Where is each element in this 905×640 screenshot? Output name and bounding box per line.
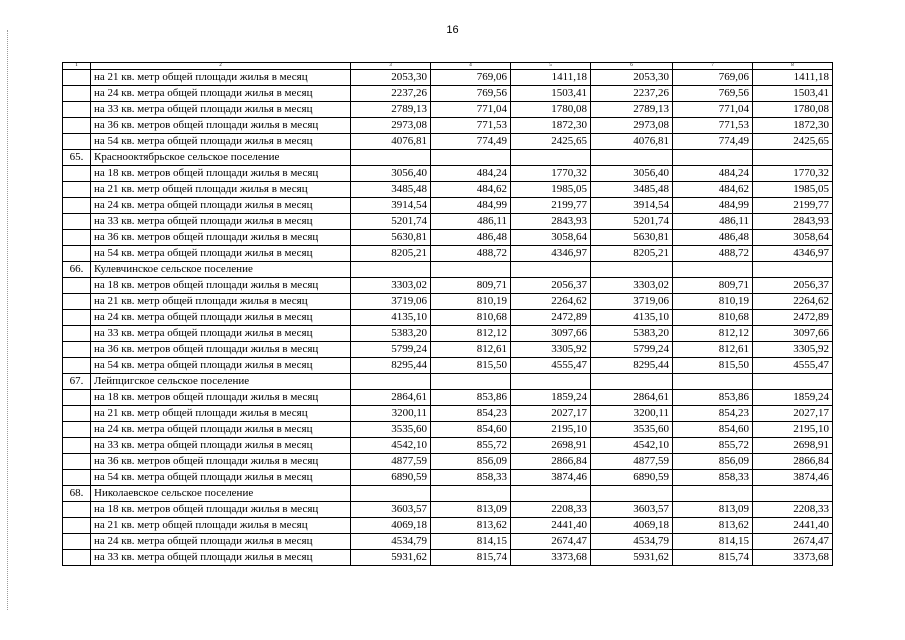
row-number-cell bbox=[63, 534, 91, 550]
section-title: Николаевское сельское поселение bbox=[91, 486, 351, 502]
value-cell: 854,23 bbox=[431, 406, 511, 422]
value-cell: 1770,32 bbox=[511, 166, 591, 182]
binding-edge-line bbox=[7, 30, 8, 610]
value-cell: 4555,47 bbox=[511, 358, 591, 374]
value-cell: 4135,10 bbox=[591, 310, 673, 326]
value-cell: 1503,41 bbox=[753, 86, 833, 102]
row-label: на 36 кв. метров общей площади жилья в месяц bbox=[91, 230, 351, 246]
empty-cell bbox=[591, 150, 673, 166]
section-number: 68. bbox=[63, 486, 91, 502]
row-number-cell bbox=[63, 342, 91, 358]
value-cell: 5799,24 bbox=[591, 342, 673, 358]
empty-cell bbox=[511, 150, 591, 166]
empty-cell bbox=[673, 262, 753, 278]
table-row bbox=[63, 86, 833, 102]
value-cell: 3914,54 bbox=[351, 198, 431, 214]
value-cell: 2425,65 bbox=[753, 134, 833, 150]
table-row bbox=[63, 214, 833, 230]
value-cell: 858,33 bbox=[431, 470, 511, 486]
table-row bbox=[63, 550, 833, 566]
table-row bbox=[63, 326, 833, 342]
value-cell: 2789,13 bbox=[591, 102, 673, 118]
row-number-cell bbox=[63, 502, 91, 518]
value-cell: 3058,64 bbox=[753, 230, 833, 246]
table-row bbox=[63, 406, 833, 422]
table-row bbox=[63, 390, 833, 406]
table-row bbox=[63, 118, 833, 134]
row-label: на 36 кв. метров общей площади жилья в месяц bbox=[91, 118, 351, 134]
value-cell: 3056,40 bbox=[351, 166, 431, 182]
value-cell: 3200,11 bbox=[591, 406, 673, 422]
value-cell: 4555,47 bbox=[753, 358, 833, 374]
row-number-cell bbox=[63, 102, 91, 118]
value-cell: 2053,30 bbox=[351, 70, 431, 86]
section-row bbox=[63, 150, 833, 166]
table-row bbox=[63, 422, 833, 438]
value-cell: 4076,81 bbox=[351, 134, 431, 150]
value-cell: 2973,08 bbox=[351, 118, 431, 134]
value-cell: 854,23 bbox=[673, 406, 753, 422]
row-label: на 33 кв. метра общей площади жилья в месяц bbox=[91, 550, 351, 566]
value-cell: 2441,40 bbox=[753, 518, 833, 534]
value-cell: 2208,33 bbox=[753, 502, 833, 518]
value-cell: 2199,77 bbox=[753, 198, 833, 214]
value-cell: 484,24 bbox=[431, 166, 511, 182]
empty-cell bbox=[591, 486, 673, 502]
value-cell: 812,61 bbox=[673, 342, 753, 358]
row-label: на 24 кв. метра общей площади жилья в месяц bbox=[91, 310, 351, 326]
value-cell: 484,62 bbox=[673, 182, 753, 198]
value-cell: 3603,57 bbox=[591, 502, 673, 518]
row-number-cell bbox=[63, 422, 91, 438]
value-cell: 5383,20 bbox=[591, 326, 673, 342]
value-cell: 2843,93 bbox=[511, 214, 591, 230]
value-cell: 812,12 bbox=[431, 326, 511, 342]
value-cell: 1780,08 bbox=[511, 102, 591, 118]
row-number-cell bbox=[63, 454, 91, 470]
row-number-cell bbox=[63, 310, 91, 326]
row-label: на 24 кв. метра общей площади жилья в месяц bbox=[91, 422, 351, 438]
column-number-cell: 5 bbox=[511, 63, 591, 70]
row-label: на 54 кв. метра общей площади жилья в месяц bbox=[91, 134, 351, 150]
row-number-cell bbox=[63, 438, 91, 454]
value-cell: 2199,77 bbox=[511, 198, 591, 214]
value-cell: 484,99 bbox=[431, 198, 511, 214]
value-cell: 5931,62 bbox=[351, 550, 431, 566]
section-number: 65. bbox=[63, 150, 91, 166]
value-cell: 1859,24 bbox=[511, 390, 591, 406]
row-label: на 21 кв. метр общей площади жилья в месяц bbox=[91, 406, 351, 422]
value-cell: 1985,05 bbox=[753, 182, 833, 198]
value-cell: 814,15 bbox=[431, 534, 511, 550]
column-number-cell: 4 bbox=[431, 63, 511, 70]
value-cell: 488,72 bbox=[431, 246, 511, 262]
row-label: на 54 кв. метра общей площади жилья в месяц bbox=[91, 470, 351, 486]
table-row bbox=[63, 166, 833, 182]
value-cell: 1780,08 bbox=[753, 102, 833, 118]
row-number-cell bbox=[63, 86, 91, 102]
row-number-cell bbox=[63, 294, 91, 310]
section-number: 67. bbox=[63, 374, 91, 390]
value-cell: 810,68 bbox=[431, 310, 511, 326]
value-cell: 812,61 bbox=[431, 342, 511, 358]
value-cell: 813,62 bbox=[673, 518, 753, 534]
value-cell: 3914,54 bbox=[591, 198, 673, 214]
value-cell: 769,06 bbox=[431, 70, 511, 86]
value-cell: 4542,10 bbox=[591, 438, 673, 454]
value-cell: 3058,64 bbox=[511, 230, 591, 246]
row-label: на 21 кв. метр общей площади жилья в месяц bbox=[91, 518, 351, 534]
table-row bbox=[63, 246, 833, 262]
value-cell: 1770,32 bbox=[753, 166, 833, 182]
row-number-cell bbox=[63, 326, 91, 342]
row-label: на 36 кв. метров общей площади жилья в месяц bbox=[91, 342, 351, 358]
row-label: на 18 кв. метров общей площади жилья в месяц bbox=[91, 166, 351, 182]
value-cell: 3373,68 bbox=[511, 550, 591, 566]
row-number-cell bbox=[63, 182, 91, 198]
value-cell: 3056,40 bbox=[591, 166, 673, 182]
empty-cell bbox=[753, 486, 833, 502]
value-cell: 2237,26 bbox=[351, 86, 431, 102]
value-cell: 488,72 bbox=[673, 246, 753, 262]
value-cell: 3200,11 bbox=[351, 406, 431, 422]
table-row bbox=[63, 310, 833, 326]
value-cell: 2789,13 bbox=[351, 102, 431, 118]
table-row bbox=[63, 134, 833, 150]
value-cell: 4542,10 bbox=[351, 438, 431, 454]
row-number-cell bbox=[63, 406, 91, 422]
empty-cell bbox=[431, 374, 511, 390]
value-cell: 4534,79 bbox=[591, 534, 673, 550]
value-cell: 8205,21 bbox=[351, 246, 431, 262]
value-cell: 771,53 bbox=[431, 118, 511, 134]
value-cell: 815,74 bbox=[431, 550, 511, 566]
value-cell: 484,99 bbox=[673, 198, 753, 214]
empty-cell bbox=[591, 374, 673, 390]
value-cell: 4346,97 bbox=[753, 246, 833, 262]
value-cell: 858,33 bbox=[673, 470, 753, 486]
value-cell: 5799,24 bbox=[351, 342, 431, 358]
value-cell: 4135,10 bbox=[351, 310, 431, 326]
section-title: Краснооктябрьское сельское поселение bbox=[91, 150, 351, 166]
row-number-cell bbox=[63, 198, 91, 214]
value-cell: 2973,08 bbox=[591, 118, 673, 134]
value-cell: 813,62 bbox=[431, 518, 511, 534]
section-title: Кулевчинское сельское поселение bbox=[91, 262, 351, 278]
value-cell: 769,06 bbox=[673, 70, 753, 86]
row-number-cell bbox=[63, 134, 91, 150]
value-cell: 2053,30 bbox=[591, 70, 673, 86]
value-cell: 484,62 bbox=[431, 182, 511, 198]
row-label: на 18 кв. метров общей площади жилья в месяц bbox=[91, 278, 351, 294]
value-cell: 1411,18 bbox=[511, 70, 591, 86]
value-cell: 1872,30 bbox=[511, 118, 591, 134]
value-cell: 810,68 bbox=[673, 310, 753, 326]
value-cell: 1859,24 bbox=[753, 390, 833, 406]
value-cell: 3097,66 bbox=[511, 326, 591, 342]
value-cell: 855,72 bbox=[431, 438, 511, 454]
empty-cell bbox=[591, 262, 673, 278]
value-cell: 4069,18 bbox=[351, 518, 431, 534]
row-label: на 33 кв. метра общей площади жилья в месяц bbox=[91, 102, 351, 118]
value-cell: 2698,91 bbox=[511, 438, 591, 454]
value-cell: 2472,89 bbox=[753, 310, 833, 326]
empty-cell bbox=[351, 150, 431, 166]
row-number-cell bbox=[63, 550, 91, 566]
row-label: на 21 кв. метр общей площади жилья в месяц bbox=[91, 70, 351, 86]
value-cell: 5383,20 bbox=[351, 326, 431, 342]
value-cell: 809,71 bbox=[431, 278, 511, 294]
value-cell: 815,50 bbox=[431, 358, 511, 374]
value-cell: 3305,92 bbox=[753, 342, 833, 358]
column-number-row bbox=[63, 63, 833, 70]
column-number-cell: 1 bbox=[63, 63, 91, 70]
value-cell: 3535,60 bbox=[591, 422, 673, 438]
row-number-cell bbox=[63, 518, 91, 534]
empty-cell bbox=[511, 486, 591, 502]
value-cell: 769,56 bbox=[431, 86, 511, 102]
row-number-cell bbox=[63, 246, 91, 262]
row-label: на 18 кв. метров общей площади жилья в месяц bbox=[91, 502, 351, 518]
empty-cell bbox=[351, 262, 431, 278]
table-row bbox=[63, 518, 833, 534]
row-number-cell bbox=[63, 70, 91, 86]
value-cell: 8295,44 bbox=[351, 358, 431, 374]
empty-cell bbox=[753, 262, 833, 278]
value-cell: 3719,06 bbox=[351, 294, 431, 310]
row-number-cell bbox=[63, 230, 91, 246]
value-cell: 2441,40 bbox=[511, 518, 591, 534]
value-cell: 774,49 bbox=[431, 134, 511, 150]
value-cell: 774,49 bbox=[673, 134, 753, 150]
value-cell: 2425,65 bbox=[511, 134, 591, 150]
value-cell: 5931,62 bbox=[591, 550, 673, 566]
section-title: Лейпцигское сельское поселение bbox=[91, 374, 351, 390]
value-cell: 5630,81 bbox=[591, 230, 673, 246]
section-row bbox=[63, 486, 833, 502]
empty-cell bbox=[673, 486, 753, 502]
value-cell: 2866,84 bbox=[511, 454, 591, 470]
value-cell: 2674,47 bbox=[511, 534, 591, 550]
value-cell: 855,72 bbox=[673, 438, 753, 454]
empty-cell bbox=[753, 374, 833, 390]
value-cell: 6890,59 bbox=[351, 470, 431, 486]
value-cell: 2056,37 bbox=[511, 278, 591, 294]
value-cell: 3303,02 bbox=[351, 278, 431, 294]
value-cell: 8205,21 bbox=[591, 246, 673, 262]
table-row bbox=[63, 470, 833, 486]
value-cell: 815,74 bbox=[673, 550, 753, 566]
value-cell: 769,56 bbox=[673, 86, 753, 102]
value-cell: 2195,10 bbox=[511, 422, 591, 438]
value-cell: 810,19 bbox=[431, 294, 511, 310]
table-row bbox=[63, 294, 833, 310]
section-row bbox=[63, 374, 833, 390]
row-label: на 33 кв. метра общей площади жилья в месяц bbox=[91, 438, 351, 454]
row-number-cell bbox=[63, 166, 91, 182]
value-cell: 6890,59 bbox=[591, 470, 673, 486]
value-cell: 2237,26 bbox=[591, 86, 673, 102]
value-cell: 810,19 bbox=[673, 294, 753, 310]
row-number-cell bbox=[63, 390, 91, 406]
table-row bbox=[63, 102, 833, 118]
value-cell: 2195,10 bbox=[753, 422, 833, 438]
value-cell: 2208,33 bbox=[511, 502, 591, 518]
table-row bbox=[63, 342, 833, 358]
section-number: 66. bbox=[63, 262, 91, 278]
value-cell: 3485,48 bbox=[351, 182, 431, 198]
value-cell: 486,48 bbox=[431, 230, 511, 246]
value-cell: 3485,48 bbox=[591, 182, 673, 198]
section-row bbox=[63, 262, 833, 278]
empty-cell bbox=[351, 486, 431, 502]
empty-cell bbox=[431, 262, 511, 278]
value-cell: 771,04 bbox=[673, 102, 753, 118]
value-cell: 812,12 bbox=[673, 326, 753, 342]
value-cell: 2864,61 bbox=[351, 390, 431, 406]
value-cell: 4346,97 bbox=[511, 246, 591, 262]
column-number-cell: 8 bbox=[753, 63, 833, 70]
table-row bbox=[63, 502, 833, 518]
value-cell: 771,53 bbox=[673, 118, 753, 134]
table-row bbox=[63, 70, 833, 86]
table-row bbox=[63, 534, 833, 550]
value-cell: 3874,46 bbox=[511, 470, 591, 486]
row-label: на 24 кв. метра общей площади жилья в месяц bbox=[91, 534, 351, 550]
value-cell: 2264,62 bbox=[753, 294, 833, 310]
row-label: на 21 кв. метр общей площади жилья в месяц bbox=[91, 182, 351, 198]
row-number-cell bbox=[63, 214, 91, 230]
value-cell: 2866,84 bbox=[753, 454, 833, 470]
empty-cell bbox=[753, 150, 833, 166]
value-cell: 2864,61 bbox=[591, 390, 673, 406]
column-number-cell: 6 bbox=[591, 63, 673, 70]
table-row bbox=[63, 182, 833, 198]
value-cell: 3535,60 bbox=[351, 422, 431, 438]
value-cell: 8295,44 bbox=[591, 358, 673, 374]
table-row bbox=[63, 198, 833, 214]
value-cell: 486,11 bbox=[673, 214, 753, 230]
value-cell: 2027,17 bbox=[753, 406, 833, 422]
value-cell: 3373,68 bbox=[753, 550, 833, 566]
value-cell: 2698,91 bbox=[753, 438, 833, 454]
tariff-table bbox=[62, 62, 833, 566]
value-cell: 2843,93 bbox=[753, 214, 833, 230]
page-number: 16 bbox=[446, 24, 459, 36]
empty-cell bbox=[673, 150, 753, 166]
value-cell: 856,09 bbox=[673, 454, 753, 470]
column-number-cell: 7 bbox=[673, 63, 753, 70]
table-row bbox=[63, 454, 833, 470]
value-cell: 1411,18 bbox=[753, 70, 833, 86]
value-cell: 4069,18 bbox=[591, 518, 673, 534]
value-cell: 771,04 bbox=[431, 102, 511, 118]
value-cell: 3719,06 bbox=[591, 294, 673, 310]
value-cell: 814,15 bbox=[673, 534, 753, 550]
row-number-cell bbox=[63, 118, 91, 134]
value-cell: 4534,79 bbox=[351, 534, 431, 550]
value-cell: 484,24 bbox=[673, 166, 753, 182]
empty-cell bbox=[431, 486, 511, 502]
row-label: на 54 кв. метра общей площади жилья в месяц bbox=[91, 358, 351, 374]
value-cell: 2472,89 bbox=[511, 310, 591, 326]
value-cell: 5201,74 bbox=[591, 214, 673, 230]
column-number-cell: 3 bbox=[351, 63, 431, 70]
row-label: на 33 кв. метра общей площади жилья в месяц bbox=[91, 214, 351, 230]
value-cell: 3874,46 bbox=[753, 470, 833, 486]
column-number-cell: 2 bbox=[91, 63, 351, 70]
empty-cell bbox=[673, 374, 753, 390]
value-cell: 486,11 bbox=[431, 214, 511, 230]
table-row bbox=[63, 230, 833, 246]
value-cell: 1503,41 bbox=[511, 86, 591, 102]
table-row bbox=[63, 358, 833, 374]
value-cell: 1985,05 bbox=[511, 182, 591, 198]
value-cell: 2264,62 bbox=[511, 294, 591, 310]
value-cell: 813,09 bbox=[431, 502, 511, 518]
value-cell: 2674,47 bbox=[753, 534, 833, 550]
value-cell: 813,09 bbox=[673, 502, 753, 518]
row-label: на 24 кв. метра общей площади жилья в месяц bbox=[91, 198, 351, 214]
table-row bbox=[63, 438, 833, 454]
value-cell: 856,09 bbox=[431, 454, 511, 470]
value-cell: 4877,59 bbox=[591, 454, 673, 470]
row-label: на 33 кв. метра общей площади жилья в месяц bbox=[91, 326, 351, 342]
table-row bbox=[63, 278, 833, 294]
value-cell: 854,60 bbox=[431, 422, 511, 438]
value-cell: 3305,92 bbox=[511, 342, 591, 358]
row-label: на 24 кв. метра общей площади жилья в месяц bbox=[91, 86, 351, 102]
row-label: на 54 кв. метра общей площади жилья в месяц bbox=[91, 246, 351, 262]
value-cell: 3097,66 bbox=[753, 326, 833, 342]
row-number-cell bbox=[63, 470, 91, 486]
row-number-cell bbox=[63, 358, 91, 374]
empty-cell bbox=[511, 374, 591, 390]
row-number-cell bbox=[63, 278, 91, 294]
row-label: на 36 кв. метров общей площади жилья в месяц bbox=[91, 454, 351, 470]
value-cell: 3303,02 bbox=[591, 278, 673, 294]
value-cell: 486,48 bbox=[673, 230, 753, 246]
value-cell: 4076,81 bbox=[591, 134, 673, 150]
value-cell: 5201,74 bbox=[351, 214, 431, 230]
empty-cell bbox=[351, 374, 431, 390]
empty-cell bbox=[431, 150, 511, 166]
value-cell: 5630,81 bbox=[351, 230, 431, 246]
value-cell: 4877,59 bbox=[351, 454, 431, 470]
value-cell: 2056,37 bbox=[753, 278, 833, 294]
row-label: на 18 кв. метров общей площади жилья в месяц bbox=[91, 390, 351, 406]
value-cell: 853,86 bbox=[673, 390, 753, 406]
value-cell: 3603,57 bbox=[351, 502, 431, 518]
value-cell: 854,60 bbox=[673, 422, 753, 438]
empty-cell bbox=[511, 262, 591, 278]
value-cell: 815,50 bbox=[673, 358, 753, 374]
value-cell: 809,71 bbox=[673, 278, 753, 294]
value-cell: 2027,17 bbox=[511, 406, 591, 422]
value-cell: 1872,30 bbox=[753, 118, 833, 134]
row-label: на 21 кв. метр общей площади жилья в месяц bbox=[91, 294, 351, 310]
value-cell: 853,86 bbox=[431, 390, 511, 406]
